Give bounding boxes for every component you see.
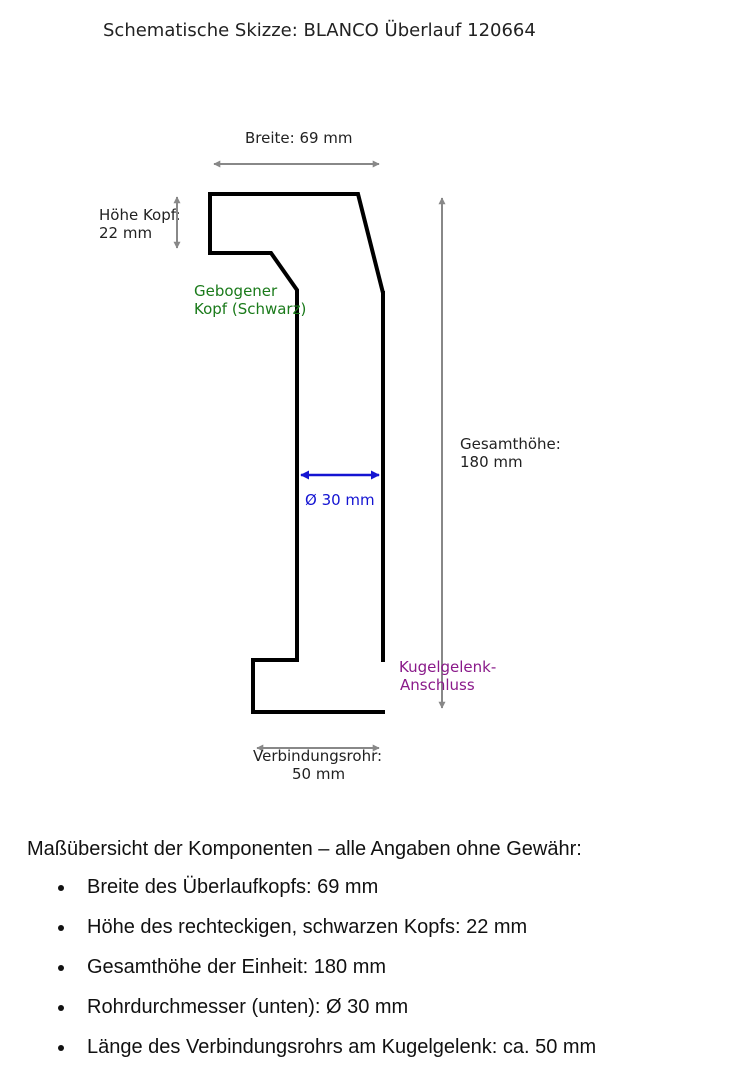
list-item-text: Gesamthöhe der Einheit: 180 mm <box>87 956 387 978</box>
connector-label <box>253 747 387 783</box>
bullet-icon <box>58 925 64 931</box>
ball-joint-label <box>399 658 501 694</box>
head-height-label-line2: 22 mm <box>99 224 153 242</box>
ball-joint-label-line2: Anschluss <box>400 676 475 694</box>
ball-joint-label-line1: Kugelgelenk- <box>399 658 497 676</box>
summary-list <box>27 874 717 1074</box>
overflow-outline <box>210 194 385 712</box>
diagram-title: Schematische Skizze: BLANCO Überlauf 120664 <box>103 20 536 41</box>
connector-label-line2: 50 mm <box>292 765 346 783</box>
bullet-icon <box>58 885 64 891</box>
list-item-text: Länge des Verbindungsrohrs am Kugelgelenk: ca. 50 mm <box>87 1036 597 1058</box>
curved-head-label-line1: Gebogener <box>194 282 278 300</box>
width-label: Breite: 69 mm <box>245 129 353 147</box>
list-item-text: Rohrdurchmesser (unten): Ø 30 mm <box>87 996 409 1018</box>
list-item <box>27 914 717 954</box>
curved-head-label-line2: Kopf (Schwarz) <box>194 300 307 318</box>
list-item <box>27 994 717 1034</box>
summary-intro: Maßübersicht der Komponenten – alle Angaben ohne Gewähr: <box>27 838 582 860</box>
bullet-icon <box>58 1005 64 1011</box>
list-item-text: Höhe des rechteckigen, schwarzen Kopfs: 22 mm <box>87 916 528 938</box>
list-item <box>27 874 717 914</box>
total-height-label-line1: Gesamthöhe: <box>460 435 561 453</box>
list-item <box>27 1034 717 1074</box>
curved-head-label <box>194 282 306 318</box>
list-item-text: Breite des Überlaufkopfs: 69 mm <box>87 876 379 898</box>
total-height-label <box>460 435 566 471</box>
total-height-label-line2: 180 mm <box>460 453 523 471</box>
bullet-icon <box>58 1045 64 1051</box>
head-height-label <box>99 206 185 242</box>
connector-label-line1: Verbindungsrohr: <box>253 747 383 765</box>
list-item <box>27 954 717 994</box>
bullet-icon <box>58 965 64 971</box>
diameter-label: Ø 30 mm <box>305 491 375 509</box>
head-height-label-line1: Höhe Kopf: <box>99 206 181 224</box>
dimension-summary <box>27 836 717 1074</box>
